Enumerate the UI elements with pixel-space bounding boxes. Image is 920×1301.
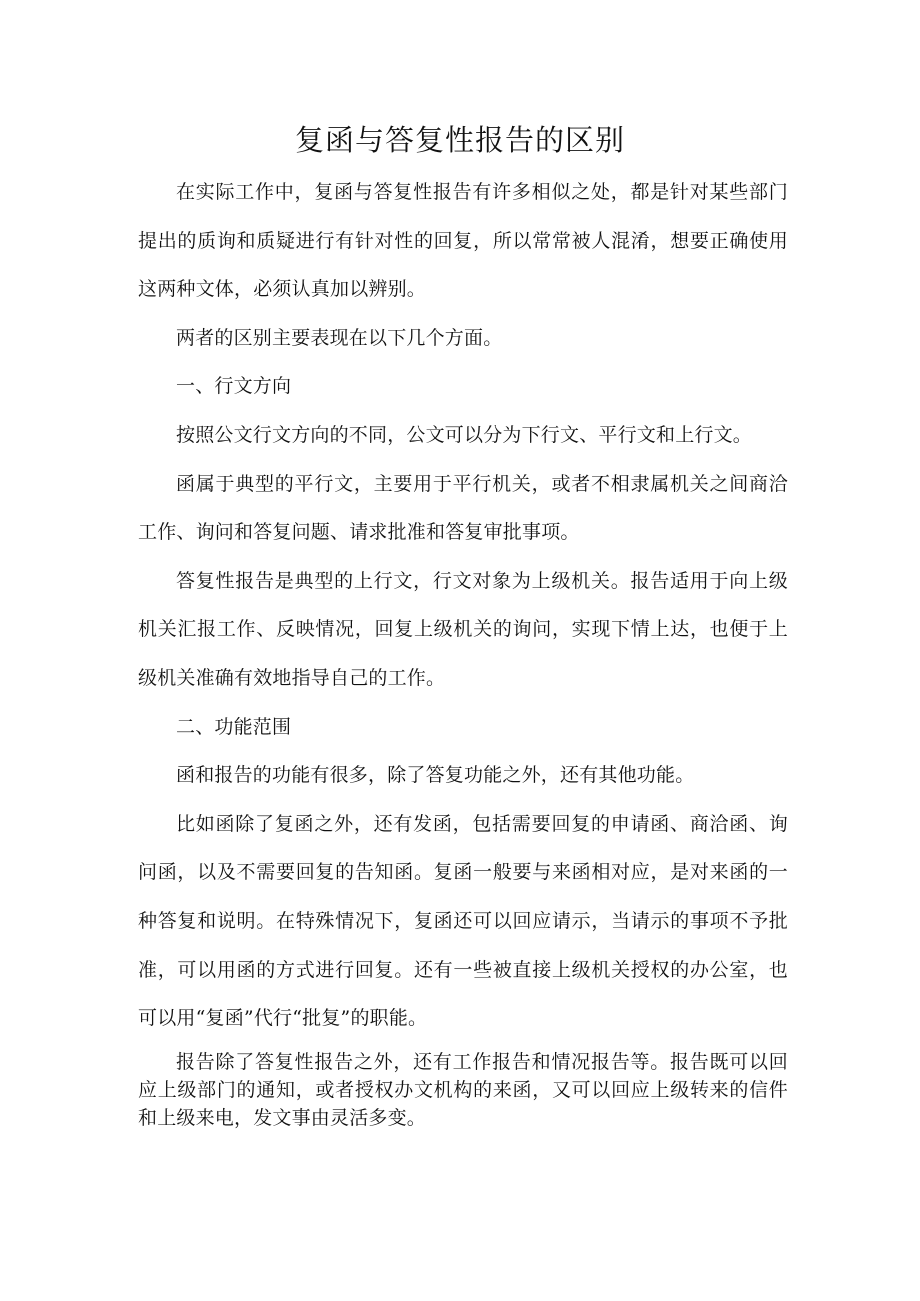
paragraph-report-upward: 答复性报告是典型的上行文，行文对象为上级机关。报告适用于向上级机关汇报工作、反映情况，回复上级机关的询问，实现下情上达，也便于上级机关准确有效地指导自己的工作。 <box>138 569 788 689</box>
document-body <box>138 168 788 1043</box>
paragraph-intro: 在实际工作中，复函与答复性报告有许多相似之处，都是针对某些部门提出的质询和质疑进行有针对性的回复，所以常常被人混淆，想要正确使用这两种文体，必须认真加以辨别。 <box>138 181 788 301</box>
paragraph-overview: 两者的区别主要表现在以下几个方面。 <box>176 326 503 349</box>
document-title: 复函与答复性报告的区别 <box>294 123 625 157</box>
section-heading-direction: 一、行文方向 <box>176 375 292 398</box>
paragraph-direction-types: 按照公文行文方向的不同，公文可以分为下行文、平行文和上行文。 <box>176 423 753 446</box>
paragraph-letter-functions: 比如函除了复函之外，还有发函，包括需要回复的申请函、商洽函、询问函，以及不需要回复的告知函。复函一般要与来函相对应，是对来函的一种答复和说明。在特殊情况下，复函还可以回应请示，当请示的事项不予批准，可以用函的方式进行回复。还有一些被直接上级机关授权的办公室，也可以用“复函”代行“批复”的职能。 <box>138 812 788 1030</box>
paragraph-function-summary: 函和报告的功能有很多，除了答复功能之外，还有其他功能。 <box>176 764 695 787</box>
paragraph-letter-parallel: 函属于典型的平行文，主要用于平行机关，或者不相隶属机关之间商洽工作、询问和答复问题、请求批准和答复审批事项。 <box>138 472 788 544</box>
paragraph-report-functions: 报告除了答复性报告之外，还有工作报告和情况报告等。报告既可以回应上级部门的通知，或者授权办文机构的来函，又可以回应上级转来的信件和上级来电，发文事由灵活多变。 <box>138 1051 788 1129</box>
document-closing <box>138 1048 788 1132</box>
section-heading-function: 二、功能范围 <box>176 715 292 738</box>
